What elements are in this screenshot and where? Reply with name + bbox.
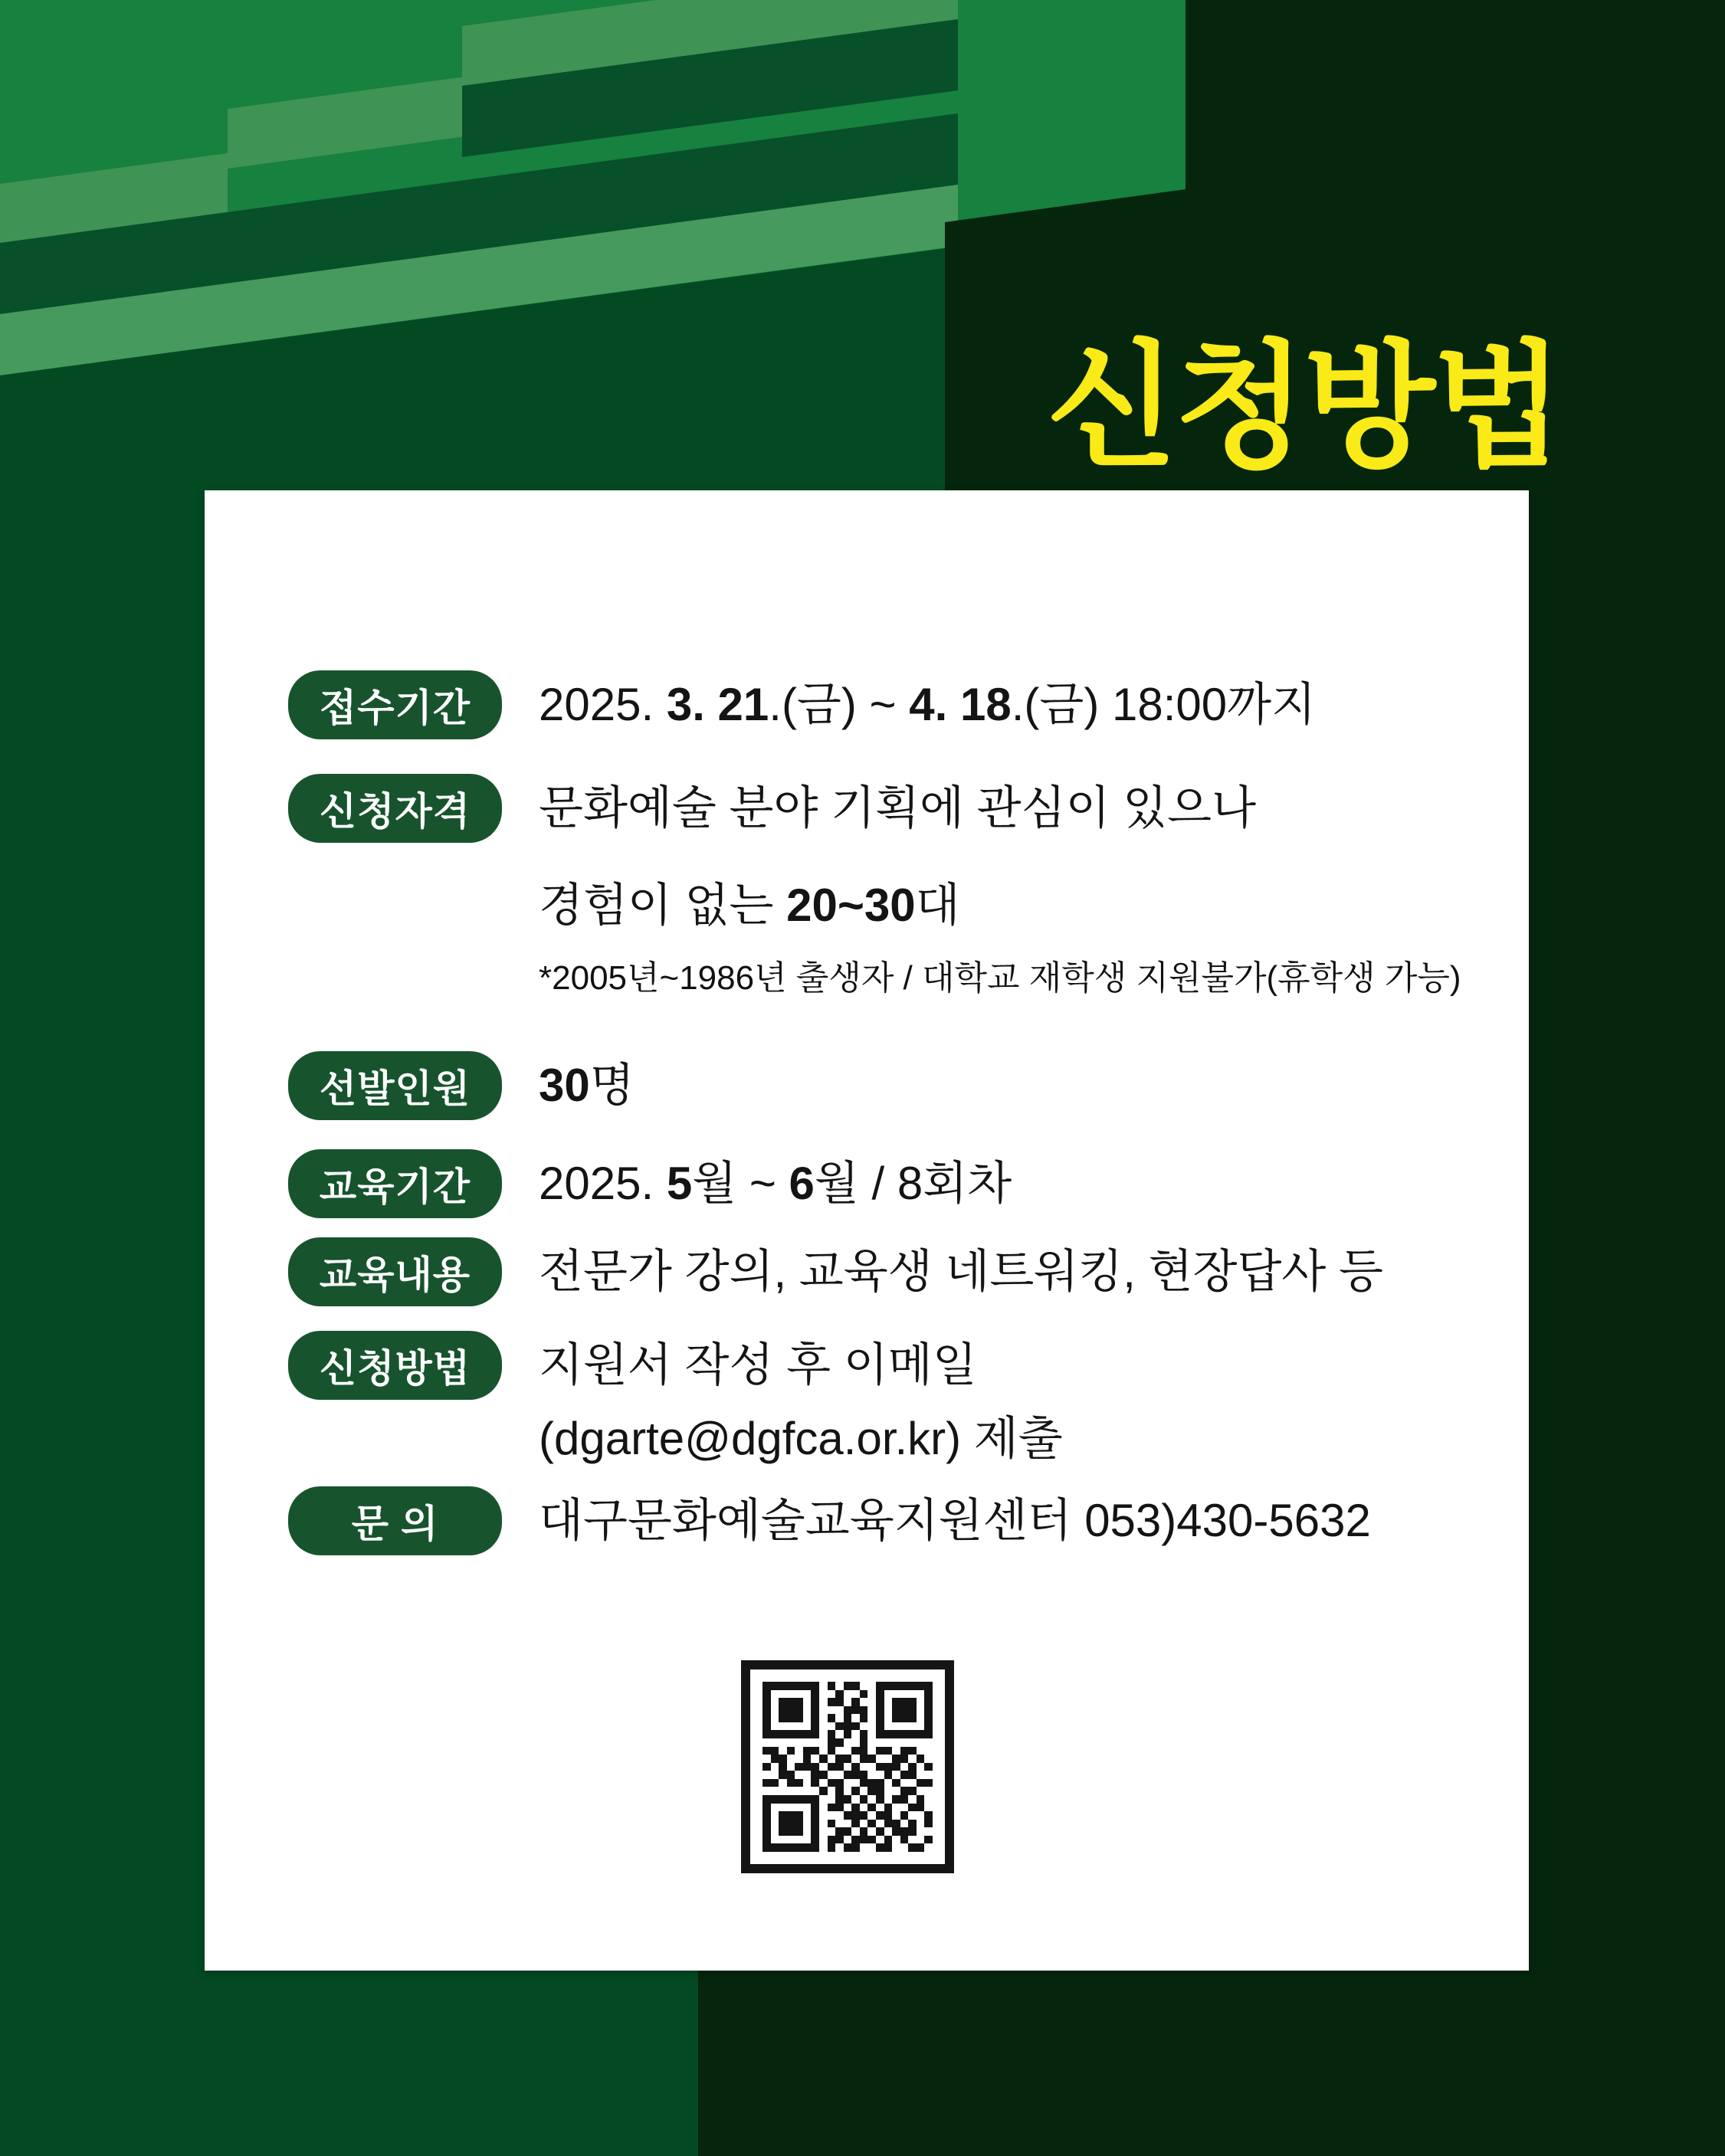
- row-label: 신청자격: [319, 790, 471, 833]
- value-line: 지원서 작성 후 이메일: [539, 1339, 977, 1391]
- value-line: 경험이 없는 20~30대: [539, 880, 960, 931]
- row-label-pill: [288, 774, 502, 843]
- row-label-pill: [288, 670, 502, 739]
- row-label: 신청방법: [319, 1347, 471, 1390]
- row-value: [539, 1331, 1520, 1473]
- value-line: 문화예술 분야 기획에 관심이 있으나: [539, 782, 1257, 834]
- eligibility-note: *2005년~1986년 출생자 / 대학교 재학생 지원불가(휴학생 가능): [539, 959, 1461, 997]
- row-label: 선발인원: [319, 1067, 471, 1110]
- row-label-pill: [288, 1486, 502, 1555]
- row-value: [539, 1051, 1520, 1120]
- value-line: (dgarte@dgfca.or.kr) 제출: [539, 1413, 1063, 1464]
- value-line: 2025. 3. 21.(금) ~ 4. 18.(금) 18:00까지: [539, 679, 1317, 730]
- row-label: 교육기간: [319, 1165, 471, 1208]
- row-label: 접수기간: [319, 686, 471, 729]
- row-label: 문 의: [351, 1502, 439, 1545]
- row-value: [539, 1149, 1520, 1218]
- row-value: [539, 1486, 1520, 1555]
- row-label-pill: [288, 1149, 502, 1218]
- value-line: 전문가 강의, 교육생 네트워킹, 현장답사 등: [539, 1246, 1384, 1297]
- page-title: 신청방법: [1046, 330, 1561, 483]
- value-line: 대구문화예술교육지원센터 053)430-5632: [539, 1495, 1371, 1546]
- value-line: 30명: [539, 1060, 635, 1111]
- row-value: [539, 670, 1520, 739]
- qr-code: [741, 1660, 954, 1873]
- row-label-pill: [288, 1237, 502, 1306]
- row-value: [539, 1237, 1520, 1306]
- row-label-pill: [288, 1051, 502, 1120]
- qr-code-modules: [762, 1682, 933, 1852]
- row-label: 교육내용: [319, 1253, 471, 1296]
- row-label-pill: [288, 1331, 502, 1400]
- info-card: [205, 490, 1529, 1971]
- row-value: [539, 774, 1520, 1001]
- value-line: 2025. 5월 ~ 6월 / 8회차: [539, 1158, 1012, 1209]
